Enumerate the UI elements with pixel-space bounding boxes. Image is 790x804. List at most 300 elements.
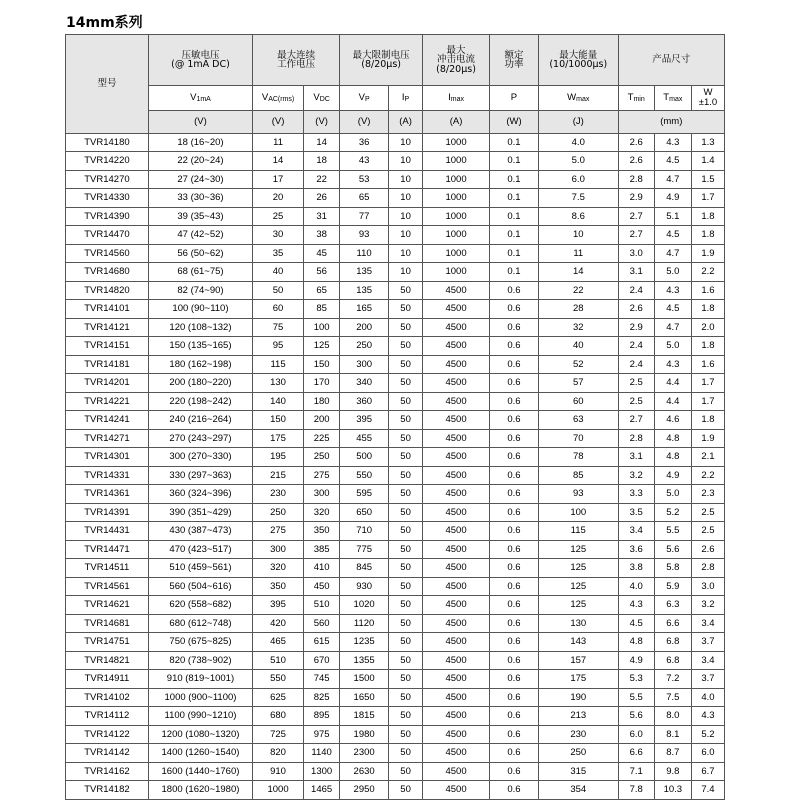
unit-imax: (A) bbox=[423, 111, 490, 134]
cell-p: 0.6 bbox=[490, 596, 539, 615]
cell-imax: 4500 bbox=[423, 763, 490, 781]
cell-model: TVR14271 bbox=[66, 430, 149, 448]
symbol-vp: $V_P$ bbox=[340, 86, 389, 111]
cell-vac: 320 bbox=[253, 559, 304, 578]
cell-w: 3.0 bbox=[691, 578, 724, 596]
cell-vp: 65 bbox=[340, 189, 389, 208]
cell-tmax: 6.8 bbox=[654, 652, 691, 670]
cell-vdc: 225 bbox=[304, 430, 340, 448]
cell-vp: 135 bbox=[340, 282, 389, 300]
cell-model: TVR14390 bbox=[66, 208, 149, 226]
cell-vdc: 1300 bbox=[304, 763, 340, 781]
cell-p: 0.6 bbox=[490, 448, 539, 467]
header-dimensions: 产品尺寸 bbox=[618, 35, 724, 86]
cell-wmax: 14 bbox=[538, 263, 618, 282]
cell-vac: 25 bbox=[253, 208, 304, 226]
cell-tmin: 4.0 bbox=[618, 578, 654, 596]
cell-vdc: 670 bbox=[304, 652, 340, 670]
cell-varistor-voltage: 100 (90~110) bbox=[148, 300, 252, 319]
cell-vac: 230 bbox=[253, 485, 304, 504]
cell-tmax: 4.3 bbox=[654, 282, 691, 300]
cell-wmax: 70 bbox=[538, 430, 618, 448]
cell-vp: 1815 bbox=[340, 707, 389, 726]
table-row bbox=[66, 282, 725, 300]
cell-tmax: 4.7 bbox=[654, 245, 691, 263]
symbol-tmin: $T_{min}$ bbox=[618, 86, 654, 111]
cell-tmax: 8.0 bbox=[654, 707, 691, 726]
cell-tmax: 7.5 bbox=[654, 689, 691, 707]
cell-vdc: 170 bbox=[304, 374, 340, 393]
cell-ip: 50 bbox=[389, 300, 423, 319]
cell-vac: 215 bbox=[253, 467, 304, 485]
header-max-surge-current: 最大 冲击电流 (8/20µs) bbox=[423, 35, 490, 86]
cell-imax: 4500 bbox=[423, 319, 490, 337]
cell-tmin: 2.4 bbox=[618, 337, 654, 356]
cell-w: 4.3 bbox=[691, 707, 724, 726]
cell-vac: 40 bbox=[253, 263, 304, 282]
table-row bbox=[66, 189, 725, 208]
cell-varistor-voltage: 33 (30~36) bbox=[148, 189, 252, 208]
cell-vdc: 275 bbox=[304, 467, 340, 485]
table-row bbox=[66, 615, 725, 633]
cell-tmin: 5.6 bbox=[618, 707, 654, 726]
cell-vac: 115 bbox=[253, 356, 304, 374]
cell-p: 0.1 bbox=[490, 245, 539, 263]
cell-wmax: 125 bbox=[538, 578, 618, 596]
cell-vdc: 200 bbox=[304, 411, 340, 430]
cell-imax: 4500 bbox=[423, 652, 490, 670]
cell-w: 1.9 bbox=[691, 430, 724, 448]
cell-varistor-voltage: 200 (180~220) bbox=[148, 374, 252, 393]
cell-varistor-voltage: 1200 (1080~1320) bbox=[148, 726, 252, 744]
cell-varistor-voltage: 560 (504~616) bbox=[148, 578, 252, 596]
cell-wmax: 115 bbox=[538, 522, 618, 541]
header-model: 型号 bbox=[66, 35, 149, 134]
cell-wmax: 315 bbox=[538, 763, 618, 781]
cell-vdc: 22 bbox=[304, 171, 340, 189]
cell-w: 4.0 bbox=[691, 689, 724, 707]
table-row bbox=[66, 726, 725, 744]
cell-tmin: 2.5 bbox=[618, 393, 654, 411]
cell-varistor-voltage: 430 (387~473) bbox=[148, 522, 252, 541]
cell-ip: 50 bbox=[389, 356, 423, 374]
symbol-ip: $I_P$ bbox=[389, 86, 423, 111]
cell-imax: 4500 bbox=[423, 504, 490, 522]
cell-vdc: 180 bbox=[304, 393, 340, 411]
cell-w: 3.4 bbox=[691, 615, 724, 633]
cell-tmax: 8.1 bbox=[654, 726, 691, 744]
cell-vac: 625 bbox=[253, 689, 304, 707]
cell-model: TVR14102 bbox=[66, 689, 149, 707]
cell-tmin: 2.5 bbox=[618, 374, 654, 393]
cell-wmax: 130 bbox=[538, 615, 618, 633]
cell-tmax: 5.0 bbox=[654, 263, 691, 282]
cell-vac: 1000 bbox=[253, 781, 304, 800]
cell-p: 0.6 bbox=[490, 393, 539, 411]
cell-vac: 420 bbox=[253, 615, 304, 633]
cell-model: TVR14142 bbox=[66, 744, 149, 763]
cell-p: 0.1 bbox=[490, 226, 539, 245]
cell-ip: 50 bbox=[389, 707, 423, 726]
table-row bbox=[66, 485, 725, 504]
table-row bbox=[66, 245, 725, 263]
cell-vac: 510 bbox=[253, 652, 304, 670]
cell-ip: 50 bbox=[389, 337, 423, 356]
table-row bbox=[66, 411, 725, 430]
cell-p: 0.6 bbox=[490, 559, 539, 578]
symbol-tmax: $T_{max}$ bbox=[654, 86, 691, 111]
cell-vac: 130 bbox=[253, 374, 304, 393]
cell-ip: 50 bbox=[389, 504, 423, 522]
cell-ip: 50 bbox=[389, 393, 423, 411]
cell-vdc: 18 bbox=[304, 152, 340, 171]
unit-v1ma: (V) bbox=[148, 111, 252, 134]
cell-p: 0.6 bbox=[490, 374, 539, 393]
cell-vp: 2630 bbox=[340, 763, 389, 781]
cell-vac: 350 bbox=[253, 578, 304, 596]
cell-ip: 50 bbox=[389, 744, 423, 763]
cell-p: 0.1 bbox=[490, 134, 539, 152]
cell-varistor-voltage: 360 (324~396) bbox=[148, 485, 252, 504]
cell-p: 0.6 bbox=[490, 615, 539, 633]
cell-model: TVR14241 bbox=[66, 411, 149, 430]
table-row bbox=[66, 134, 725, 152]
cell-tmin: 2.8 bbox=[618, 430, 654, 448]
cell-varistor-voltage: 150 (135~165) bbox=[148, 337, 252, 356]
table-row bbox=[66, 319, 725, 337]
cell-tmax: 8.7 bbox=[654, 744, 691, 763]
cell-w: 7.4 bbox=[691, 781, 724, 800]
cell-vdc: 56 bbox=[304, 263, 340, 282]
cell-imax: 4500 bbox=[423, 467, 490, 485]
cell-p: 0.6 bbox=[490, 356, 539, 374]
cell-tmax: 4.3 bbox=[654, 134, 691, 152]
cell-model: TVR14151 bbox=[66, 337, 149, 356]
cell-vp: 845 bbox=[340, 559, 389, 578]
cell-tmin: 2.9 bbox=[618, 189, 654, 208]
cell-vdc: 975 bbox=[304, 726, 340, 744]
cell-ip: 50 bbox=[389, 448, 423, 467]
cell-p: 0.6 bbox=[490, 578, 539, 596]
cell-ip: 50 bbox=[389, 411, 423, 430]
cell-vp: 775 bbox=[340, 541, 389, 559]
cell-tmax: 5.2 bbox=[654, 504, 691, 522]
table-row bbox=[66, 578, 725, 596]
cell-tmin: 2.6 bbox=[618, 300, 654, 319]
cell-vac: 17 bbox=[253, 171, 304, 189]
cell-vp: 500 bbox=[340, 448, 389, 467]
cell-p: 0.6 bbox=[490, 689, 539, 707]
cell-model: TVR14471 bbox=[66, 541, 149, 559]
cell-imax: 4500 bbox=[423, 374, 490, 393]
cell-model: TVR14330 bbox=[66, 189, 149, 208]
cell-p: 0.6 bbox=[490, 707, 539, 726]
cell-imax: 4500 bbox=[423, 448, 490, 467]
cell-w: 2.8 bbox=[691, 559, 724, 578]
cell-wmax: 52 bbox=[538, 356, 618, 374]
cell-tmin: 3.1 bbox=[618, 448, 654, 467]
cell-model: TVR14621 bbox=[66, 596, 149, 615]
cell-wmax: 57 bbox=[538, 374, 618, 393]
cell-tmin: 3.0 bbox=[618, 245, 654, 263]
cell-vac: 395 bbox=[253, 596, 304, 615]
cell-vdc: 615 bbox=[304, 633, 340, 652]
cell-tmax: 9.8 bbox=[654, 763, 691, 781]
cell-tmax: 10.3 bbox=[654, 781, 691, 800]
table-row bbox=[66, 208, 725, 226]
cell-vac: 50 bbox=[253, 282, 304, 300]
cell-vac: 75 bbox=[253, 319, 304, 337]
cell-tmin: 2.4 bbox=[618, 356, 654, 374]
cell-varistor-voltage: 56 (50~62) bbox=[148, 245, 252, 263]
cell-w: 3.7 bbox=[691, 633, 724, 652]
cell-ip: 50 bbox=[389, 652, 423, 670]
cell-w: 2.6 bbox=[691, 541, 724, 559]
cell-wmax: 22 bbox=[538, 282, 618, 300]
cell-p: 0.1 bbox=[490, 263, 539, 282]
table-row bbox=[66, 393, 725, 411]
cell-w: 1.6 bbox=[691, 282, 724, 300]
cell-varistor-voltage: 270 (243~297) bbox=[148, 430, 252, 448]
cell-varistor-voltage: 750 (675~825) bbox=[148, 633, 252, 652]
cell-tmax: 5.6 bbox=[654, 541, 691, 559]
cell-imax: 4500 bbox=[423, 578, 490, 596]
cell-vac: 30 bbox=[253, 226, 304, 245]
cell-p: 0.6 bbox=[490, 781, 539, 800]
cell-w: 2.3 bbox=[691, 485, 724, 504]
cell-w: 3.4 bbox=[691, 652, 724, 670]
cell-w: 1.7 bbox=[691, 374, 724, 393]
table-row bbox=[66, 763, 725, 781]
cell-p: 0.6 bbox=[490, 300, 539, 319]
cell-ip: 50 bbox=[389, 559, 423, 578]
table-row bbox=[66, 689, 725, 707]
table-row bbox=[66, 504, 725, 522]
cell-tmin: 4.8 bbox=[618, 633, 654, 652]
cell-vdc: 300 bbox=[304, 485, 340, 504]
cell-ip: 10 bbox=[389, 152, 423, 171]
cell-wmax: 8.6 bbox=[538, 208, 618, 226]
cell-w: 1.7 bbox=[691, 393, 724, 411]
cell-p: 0.6 bbox=[490, 633, 539, 652]
cell-p: 0.1 bbox=[490, 189, 539, 208]
cell-imax: 4500 bbox=[423, 485, 490, 504]
cell-imax: 4500 bbox=[423, 559, 490, 578]
cell-imax: 1000 bbox=[423, 171, 490, 189]
cell-tmax: 4.8 bbox=[654, 430, 691, 448]
cell-ip: 50 bbox=[389, 689, 423, 707]
table-row bbox=[66, 467, 725, 485]
cell-ip: 50 bbox=[389, 578, 423, 596]
cell-varistor-voltage: 47 (42~52) bbox=[148, 226, 252, 245]
cell-tmax: 5.8 bbox=[654, 559, 691, 578]
cell-ip: 50 bbox=[389, 467, 423, 485]
table-row bbox=[66, 744, 725, 763]
cell-imax: 4500 bbox=[423, 689, 490, 707]
symbol-v1ma: $V_{1mA}$ bbox=[148, 86, 252, 111]
table-row bbox=[66, 263, 725, 282]
cell-imax: 4500 bbox=[423, 781, 490, 800]
cell-vdc: 745 bbox=[304, 670, 340, 689]
cell-p: 0.1 bbox=[490, 171, 539, 189]
cell-imax: 4500 bbox=[423, 596, 490, 615]
cell-varistor-voltage: 180 (162~198) bbox=[148, 356, 252, 374]
cell-tmax: 5.0 bbox=[654, 337, 691, 356]
cell-varistor-voltage: 910 (819~1001) bbox=[148, 670, 252, 689]
cell-ip: 10 bbox=[389, 263, 423, 282]
cell-model: TVR14122 bbox=[66, 726, 149, 744]
cell-model: TVR14221 bbox=[66, 393, 149, 411]
unit-wmax: (J) bbox=[538, 111, 618, 134]
cell-w: 1.8 bbox=[691, 208, 724, 226]
cell-imax: 4500 bbox=[423, 726, 490, 744]
cell-ip: 10 bbox=[389, 171, 423, 189]
cell-vac: 140 bbox=[253, 393, 304, 411]
cell-varistor-voltage: 27 (24~30) bbox=[148, 171, 252, 189]
cell-vp: 930 bbox=[340, 578, 389, 596]
cell-wmax: 93 bbox=[538, 485, 618, 504]
cell-w: 2.0 bbox=[691, 319, 724, 337]
cell-ip: 50 bbox=[389, 485, 423, 504]
cell-imax: 1000 bbox=[423, 226, 490, 245]
cell-vp: 300 bbox=[340, 356, 389, 374]
cell-wmax: 354 bbox=[538, 781, 618, 800]
cell-varistor-voltage: 1000 (900~1100) bbox=[148, 689, 252, 707]
cell-varistor-voltage: 390 (351~429) bbox=[148, 504, 252, 522]
cell-vdc: 31 bbox=[304, 208, 340, 226]
cell-tmin: 3.6 bbox=[618, 541, 654, 559]
cell-vac: 150 bbox=[253, 411, 304, 430]
cell-imax: 1000 bbox=[423, 134, 490, 152]
cell-model: TVR14270 bbox=[66, 171, 149, 189]
cell-vdc: 26 bbox=[304, 189, 340, 208]
cell-p: 0.6 bbox=[490, 467, 539, 485]
cell-varistor-voltage: 39 (35~43) bbox=[148, 208, 252, 226]
cell-varistor-voltage: 120 (108~132) bbox=[148, 319, 252, 337]
spec-table-body bbox=[66, 134, 725, 800]
cell-vp: 1120 bbox=[340, 615, 389, 633]
cell-wmax: 175 bbox=[538, 670, 618, 689]
symbol-vdc: $V_{DC}$ bbox=[304, 86, 340, 111]
cell-p: 0.6 bbox=[490, 652, 539, 670]
cell-tmin: 2.7 bbox=[618, 411, 654, 430]
cell-model: TVR14331 bbox=[66, 467, 149, 485]
cell-model: TVR14560 bbox=[66, 245, 149, 263]
cell-varistor-voltage: 220 (198~242) bbox=[148, 393, 252, 411]
cell-wmax: 32 bbox=[538, 319, 618, 337]
cell-model: TVR14751 bbox=[66, 633, 149, 652]
cell-tmin: 3.4 bbox=[618, 522, 654, 541]
cell-vdc: 100 bbox=[304, 319, 340, 337]
cell-tmax: 4.5 bbox=[654, 226, 691, 245]
cell-ip: 10 bbox=[389, 208, 423, 226]
header-max-energy: 最大能量 (10/1000µs) bbox=[538, 35, 618, 86]
cell-varistor-voltage: 330 (297~363) bbox=[148, 467, 252, 485]
table-row bbox=[66, 300, 725, 319]
cell-w: 3.7 bbox=[691, 670, 724, 689]
cell-w: 1.3 bbox=[691, 134, 724, 152]
table-row bbox=[66, 559, 725, 578]
cell-vac: 35 bbox=[253, 245, 304, 263]
symbol-wmax: $W_{max}$ bbox=[538, 86, 618, 111]
cell-model: TVR14470 bbox=[66, 226, 149, 245]
cell-tmin: 2.7 bbox=[618, 226, 654, 245]
cell-w: 1.6 bbox=[691, 356, 724, 374]
cell-imax: 4500 bbox=[423, 300, 490, 319]
cell-wmax: 5.0 bbox=[538, 152, 618, 171]
cell-wmax: 28 bbox=[538, 300, 618, 319]
cell-wmax: 60 bbox=[538, 393, 618, 411]
cell-tmin: 2.4 bbox=[618, 282, 654, 300]
cell-vac: 820 bbox=[253, 744, 304, 763]
cell-varistor-voltage: 82 (74~90) bbox=[148, 282, 252, 300]
table-row bbox=[66, 171, 725, 189]
cell-w: 2.5 bbox=[691, 522, 724, 541]
cell-vp: 53 bbox=[340, 171, 389, 189]
cell-model: TVR14361 bbox=[66, 485, 149, 504]
cell-wmax: 10 bbox=[538, 226, 618, 245]
cell-vp: 2300 bbox=[340, 744, 389, 763]
cell-wmax: 230 bbox=[538, 726, 618, 744]
unit-p: (W) bbox=[490, 111, 539, 134]
cell-vp: 165 bbox=[340, 300, 389, 319]
table-row bbox=[66, 522, 725, 541]
cell-tmin: 7.8 bbox=[618, 781, 654, 800]
cell-w: 6.7 bbox=[691, 763, 724, 781]
cell-ip: 50 bbox=[389, 615, 423, 633]
cell-wmax: 85 bbox=[538, 467, 618, 485]
cell-tmin: 2.9 bbox=[618, 319, 654, 337]
cell-p: 0.6 bbox=[490, 504, 539, 522]
cell-varistor-voltage: 22 (20~24) bbox=[148, 152, 252, 171]
cell-wmax: 6.0 bbox=[538, 171, 618, 189]
cell-model: TVR14561 bbox=[66, 578, 149, 596]
cell-imax: 1000 bbox=[423, 245, 490, 263]
cell-p: 0.6 bbox=[490, 430, 539, 448]
cell-ip: 10 bbox=[389, 245, 423, 263]
cell-vp: 455 bbox=[340, 430, 389, 448]
unit-vac: (V) bbox=[253, 111, 304, 134]
cell-tmin: 4.9 bbox=[618, 652, 654, 670]
cell-w: 1.8 bbox=[691, 411, 724, 430]
cell-tmax: 5.1 bbox=[654, 208, 691, 226]
cell-imax: 4500 bbox=[423, 282, 490, 300]
cell-tmax: 4.9 bbox=[654, 467, 691, 485]
cell-w: 1.8 bbox=[691, 300, 724, 319]
cell-w: 6.0 bbox=[691, 744, 724, 763]
cell-w: 2.2 bbox=[691, 467, 724, 485]
cell-p: 0.6 bbox=[490, 337, 539, 356]
cell-tmax: 4.8 bbox=[654, 448, 691, 467]
cell-tmax: 5.9 bbox=[654, 578, 691, 596]
cell-vdc: 250 bbox=[304, 448, 340, 467]
cell-tmax: 4.5 bbox=[654, 300, 691, 319]
cell-tmax: 4.5 bbox=[654, 152, 691, 171]
cell-varistor-voltage: 1400 (1260~1540) bbox=[148, 744, 252, 763]
spec-table bbox=[65, 34, 725, 800]
cell-ip: 50 bbox=[389, 319, 423, 337]
table-row bbox=[66, 652, 725, 670]
cell-tmin: 4.3 bbox=[618, 596, 654, 615]
cell-vp: 395 bbox=[340, 411, 389, 430]
cell-tmin: 2.6 bbox=[618, 134, 654, 152]
cell-model: TVR14820 bbox=[66, 282, 149, 300]
cell-vdc: 1465 bbox=[304, 781, 340, 800]
cell-tmin: 2.6 bbox=[618, 152, 654, 171]
cell-model: TVR14911 bbox=[66, 670, 149, 689]
unit-vp: (V) bbox=[340, 111, 389, 134]
cell-wmax: 7.5 bbox=[538, 189, 618, 208]
